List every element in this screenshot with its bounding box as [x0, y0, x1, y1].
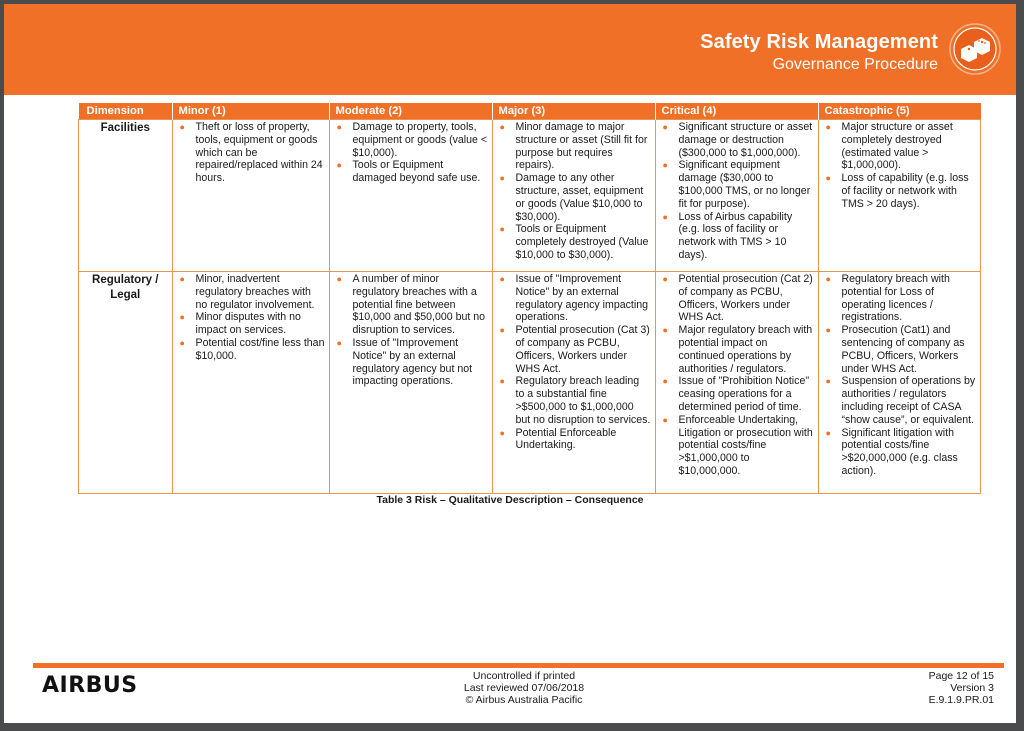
list-item: ● Enforceable Undertaking, Litigation or prosecution with potential costs/fine >$1,000,000 to $10,000,000. [662, 413, 813, 477]
list-item: ● Significant structure or asset damage or destruction ($300,000 to $1,000,000). [662, 121, 813, 159]
consequence-table [78, 103, 981, 494]
table-cell [172, 272, 329, 494]
document-page [4, 4, 1016, 723]
list-item: ● Damage to any other structure, asset, equipment or goods (Value $10,000 to $30,000). [499, 172, 644, 223]
header-band [4, 4, 1016, 95]
table-row [79, 272, 981, 494]
list-item: ● Regulatory breach leading to a substantial fine >$500,000 to $1,000,000 but no disruption to services. [499, 375, 651, 426]
table-cell [172, 120, 329, 272]
bullet-icon: ● [499, 173, 505, 184]
version: Version 3 [950, 682, 994, 694]
table-cell [818, 120, 981, 272]
list-item: ● Regulatory breach with potential for Loss of operating licences / registrations. [825, 273, 950, 324]
table-cell [655, 120, 818, 272]
list-item: ● A number of minor regulatory breaches with a potential fine between $10,000 and $50,000 but no disruption to services. [336, 273, 486, 337]
bullet-icon: ● [499, 224, 505, 235]
bullet-icon: ● [662, 376, 668, 387]
bullet-icon: ● [499, 376, 505, 387]
page-number: Page 12 of 15 [928, 670, 994, 682]
footer-right [929, 670, 994, 706]
bullet-icon: ● [825, 122, 831, 132]
list-item: ● Significant litigation with potential costs/fine >$20,000,000 (e.g. class action). [825, 426, 958, 477]
list-item: ● Suspension of operations by authorities / regulators including receipt of CASA “show cause”, or equivalent. [825, 375, 976, 426]
list-item: ● Minor disputes with no impact on services. [179, 311, 301, 337]
table-cell [655, 272, 818, 494]
list-item: ● Significant equipment damage ($30,000 to $100,000 TMS, or no longer fit for purpose). [662, 159, 811, 210]
table-cell [492, 272, 655, 494]
list-item: ● Loss of capability (e.g. loss of facility or network with TMS > 20 days). [825, 172, 969, 210]
bullet-icon: ● [825, 173, 831, 184]
bullet-icon: ● [662, 274, 668, 284]
list-item: ● Loss of Airbus capability (e.g. loss of facility or network with TMS > 10 days). [662, 210, 793, 261]
bullet-icon: ● [662, 414, 668, 425]
list-item: ● Major structure or asset completely destroyed (estimated value > $1,000,000). [825, 121, 953, 172]
bullet-icon: ● [336, 122, 342, 132]
list-item: ● Potential cost/fine less than $10,000. [179, 336, 325, 362]
table-cell [818, 272, 981, 494]
bullet-icon: ● [825, 325, 831, 336]
footer-center [374, 670, 674, 706]
list-item: ● Issue of "Prohibition Notice" ceasing operations for a determined period of time. [662, 375, 810, 413]
column-header: Minor (1) [172, 103, 329, 120]
list-item: ● Minor, inadvertent regulatory breaches with no regulator involvement. [179, 273, 315, 311]
uncontrolled-note: Uncontrolled if printed [472, 670, 576, 682]
bullet-icon: ● [825, 427, 831, 438]
header-title: Safety Risk Management [700, 31, 938, 53]
list-item: ● Potential Enforceable Undertaking. [499, 426, 617, 452]
list-item: ● Tools or Equipment damaged beyond safe use. [336, 159, 481, 185]
column-header: Catastrophic (5) [818, 103, 981, 120]
bullet-icon: ● [336, 274, 342, 284]
list-item: ● Issue of "Improvement Notice" by an external regulatory agency but not impacting operations. [336, 336, 473, 388]
table-header-row [79, 103, 981, 120]
bullet-icon: ● [499, 122, 505, 132]
bullet-icon: ● [179, 274, 185, 284]
bullet-icon: ● [662, 160, 668, 171]
list-item: ● Tools or Equipment completely destroyed (Value $10,000 to $30,000). [499, 223, 649, 261]
bullet-icon: ● [179, 312, 185, 323]
column-header: Moderate (2) [329, 103, 492, 120]
bullet-icon: ● [662, 325, 668, 336]
table-row [79, 120, 981, 272]
bullet-icon: ● [662, 122, 668, 132]
airbus-logo: AIRBUS [42, 673, 138, 698]
table-cell [492, 120, 655, 272]
list-item: ● Potential prosecution (Cat 3) of company as PCBU, Officers, Workers under WHS Act. [499, 324, 650, 375]
bullet-icon: ● [825, 376, 831, 387]
column-header: Major (3) [492, 103, 655, 120]
column-header: Critical (4) [655, 103, 818, 120]
bullet-icon: ● [179, 337, 185, 348]
copyright: © Airbus Australia Pacific [465, 694, 583, 706]
footer-divider [33, 663, 1004, 668]
bullet-icon: ● [825, 274, 831, 284]
list-item: ● Minor damage to major structure or asset (Still fit for purpose but requires repairs). [499, 121, 648, 172]
dice-badge-icon [949, 23, 1001, 75]
column-header: Dimension [79, 103, 173, 120]
dimension-cell: Regulatory / Legal [79, 272, 173, 494]
document-code: E.9.1.9.PR.01 [928, 694, 994, 706]
list-item: ● Potential prosecution (Cat 2) of company as PCBU, Officers, Workers under WHS Act. [662, 273, 813, 324]
bullet-icon: ● [499, 325, 505, 336]
table-caption: Table 3 Risk – Qualitative Description – Consequence [376, 494, 644, 506]
dimension-cell: Facilities [79, 120, 173, 272]
bullet-icon: ● [336, 160, 342, 171]
bullet-icon: ● [179, 122, 185, 132]
bullet-icon: ● [662, 211, 668, 222]
list-item: ● Theft or loss of property, tools, equipment or goods which can be repaired/replaced within 24 hours. [179, 121, 323, 185]
list-item: ● Issue of "Improvement Notice" by an external regulatory agency impacting operations. [499, 273, 648, 324]
table-cell [329, 272, 492, 494]
header-subtitle: Governance Procedure [772, 56, 938, 73]
list-item: ● Damage to property, tools, equipment or goods (value < $10,000). [336, 121, 488, 159]
bullet-icon: ● [499, 427, 505, 438]
table-cell [329, 120, 492, 272]
bullet-icon: ● [336, 337, 342, 348]
last-reviewed: Last reviewed 07/06/2018 [463, 682, 585, 694]
list-item: ● Prosecution (Cat1) and sentencing of company as PCBU, Officers, Workers under WHS Act. [825, 324, 965, 375]
bullet-icon: ● [499, 274, 505, 284]
list-item: ● Major regulatory breach with potential impact on continued operations by authorities / regulators. [662, 324, 813, 375]
